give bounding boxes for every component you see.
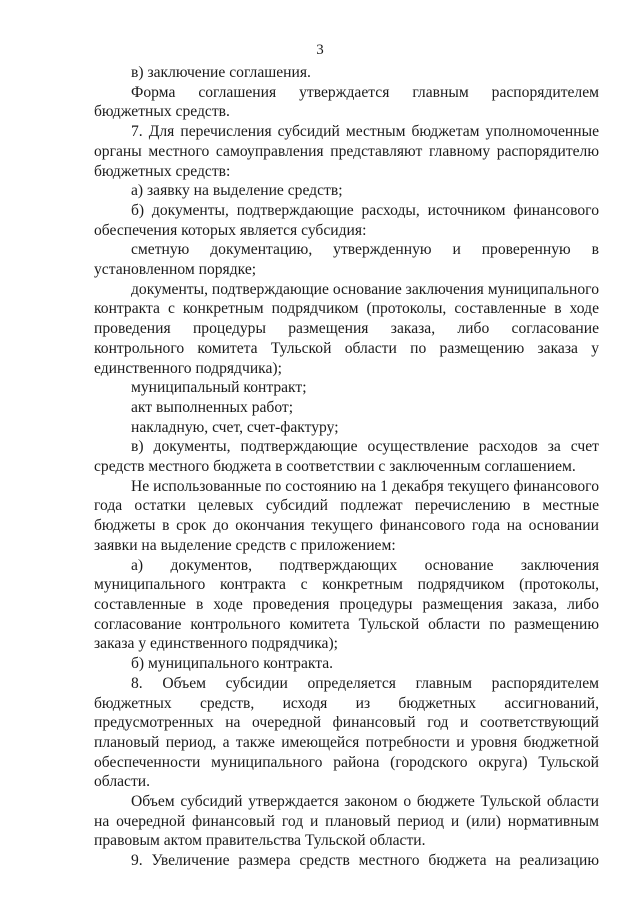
paragraph: акт выполненных работ; [131,398,294,416]
paragraph: 8. Объем субсидии определяется главным распорядителем бюджетных средств, исходя из бюджетных ассигнований, предусмотренных на очередной финансовый год и соответствующий плановый период, а также имеющейся потребности и уровня бюджетной обеспеченности муниципального района (городского округа) Тульской области. [94,674,599,791]
paragraph: 9. Увеличение размера средств местного бюджета на реализацию [131,852,599,870]
paragraph: Не использованные по состоянию на 1 декабря текущего финансового года остатки целевых субсидий подлежат перечислению в местные бюджеты в срок до окончания текущего финансового года на основании заявки на выделение средств с приложением: [94,477,599,554]
paragraph: в) заключение соглашения. [131,64,311,81]
paragraph: Форма соглашения утверждается главным распорядителем бюджетных средств. [94,83,599,121]
paragraph: в) документы, подтверждающие осуществление расходов за счет средств местного бюджета в соответствии с заключенным соглашением. [94,438,599,476]
paragraph: муниципальный контракт; [131,379,307,397]
paragraph: а) заявку на выделение средств; [131,182,343,200]
paragraph: б) муниципального контракта. [131,655,334,673]
paragraph: а) документов, подтверждающих основание заключения муниципального контракта с конкретным подрядчиком (протоколы, составленные в ходе проведения процедуры размещения заказа, либо согласование контрольного комитета Тульской области по размещению заказа у единственного подрядчика); [94,556,599,653]
paragraph: документы, подтверждающие основание заключения муниципального контракта с конкретным подрядчиком (протоколы, составленные в ходе проведения процедуры размещения заказа, либо согласование контрольного комитета Тульской области по размещению заказа у единственного подрядчика); [94,280,599,377]
page-number: 3 [316,42,324,58]
document-body [94,63,599,871]
paragraph: сметную документацию, утвержденную и проверенную в установленном порядке; [94,241,599,279]
paragraph: 7. Для перечисления субсидий местным бюджетам уполномоченные органы местного самоуправления представляют главному распорядителю бюджетных средств: [94,123,599,180]
paragraph: накладную, счет, счет-фактуру; [131,418,339,436]
paragraph: б) документы, подтверждающие расходы, источником финансового обеспечения которых является субсидия: [94,201,599,239]
paragraph: Объем субсидий утверждается законом о бюджете Тульской области на очередной финансовый год и плановый период и (или) нормативным правовым актом правительства Тульской области. [94,793,599,850]
